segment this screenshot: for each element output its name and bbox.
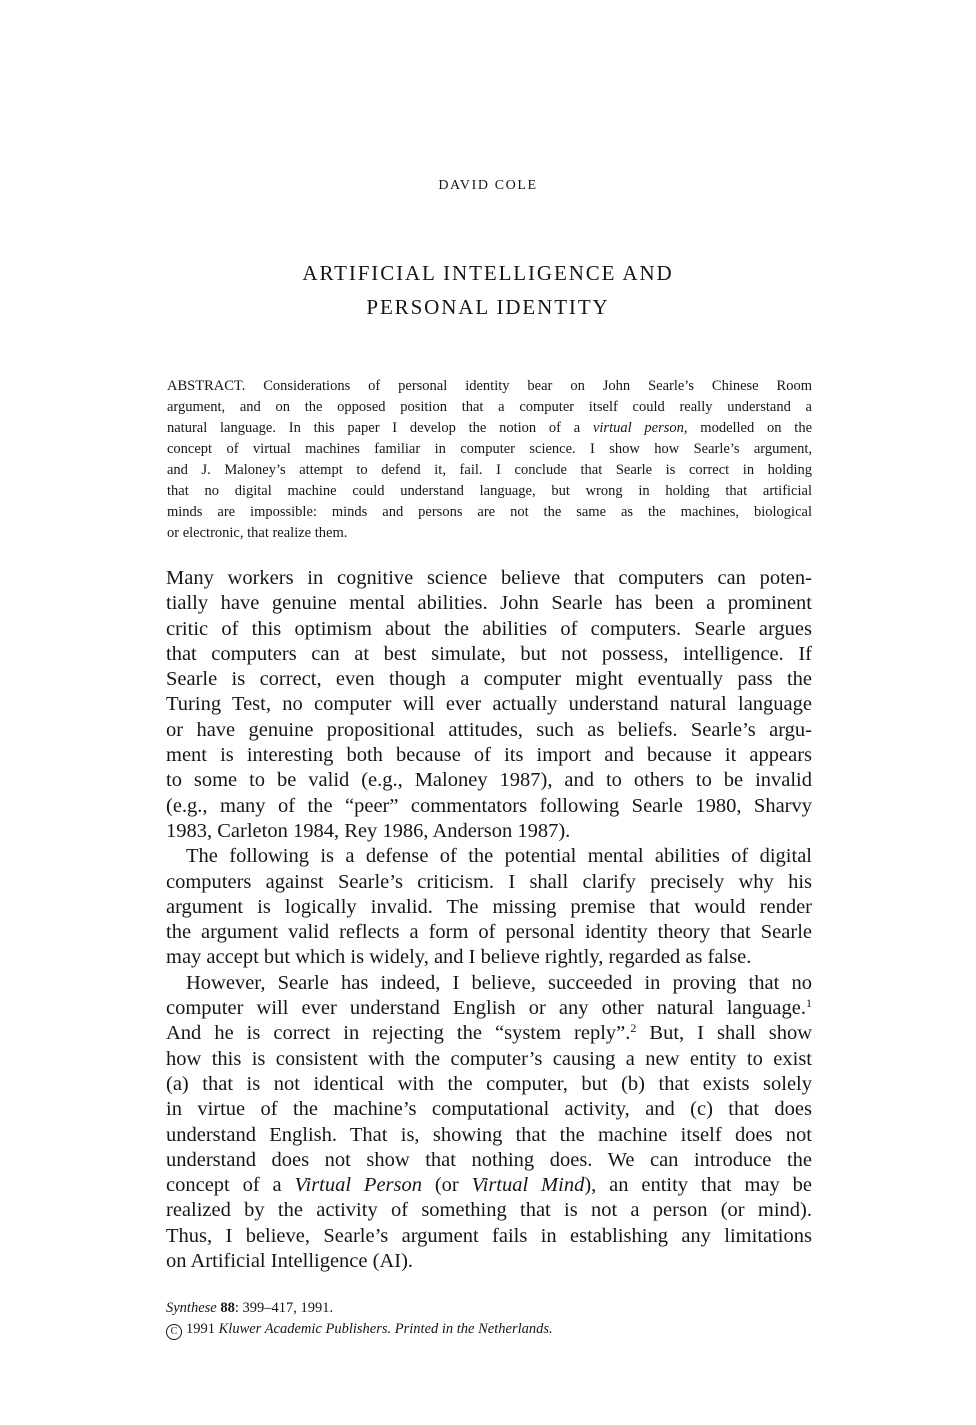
- footnote-marker[interactable]: 2: [630, 1021, 637, 1036]
- body-text-span: (or: [422, 1174, 472, 1197]
- body-text-span: computer will ever understand English or any other natural language.: [166, 997, 806, 1020]
- copyright-line: [166, 1319, 812, 1340]
- abstract-line: or electronic, that realize them.: [167, 525, 348, 541]
- abstract-line: minds are impossible: minds and persons are not the same as the machines, biological: [167, 504, 812, 520]
- body-line: or have genuine propositional attitudes, such as beliefs. Searle’s argu-: [166, 718, 812, 741]
- body-line: [166, 1173, 812, 1198]
- body-line: computers against Searle’s criticism. I shall clarify precisely why his: [166, 870, 812, 893]
- body-text-span: And he is correct in rejecting the “system reply”.: [166, 1022, 631, 1045]
- body-line: that computers can at best simulate, but not possess, intelligence. If: [166, 642, 812, 665]
- abstract-line: that no digital machine could understand language, but wrong in holding that artificial: [167, 483, 812, 499]
- title-line: PERSONAL IDENTITY: [366, 295, 610, 319]
- body-text-span: But, I shall show: [636, 1022, 812, 1045]
- italic-term: Virtual Person: [294, 1174, 422, 1197]
- abstract-line: concept of virtual machines familiar in computer science. I show how Searle’s argument,: [167, 441, 812, 457]
- copyright-year: 1991: [186, 1321, 215, 1337]
- body-line: (a) that is not identical with the computer, but (b) that exists solely: [166, 1072, 812, 1095]
- body-line: may accept but which is widely, and I believe rightly, regarded as false.: [166, 946, 752, 969]
- body-line: Many workers in cognitive science believe that computers can poten-: [166, 567, 812, 589]
- footnote-marker[interactable]: 1: [806, 996, 812, 1011]
- abstract-line: ABSTRACT. Considerations of personal identity bear on John Searle’s Chinese Room: [167, 378, 812, 394]
- body-line: tially have genuine mental abilities. John Searle has been a prominent: [166, 592, 812, 615]
- body-line: realized by the activity of something that is not a person (or mind).: [166, 1199, 812, 1222]
- body-line: Thus, I believe, Searle’s argument fails in establishing any limitations: [166, 1224, 812, 1247]
- body-line: to some to be valid (e.g., Maloney 1987), and to others to be invalid: [166, 769, 812, 792]
- journal-name: Synthese: [166, 1300, 217, 1316]
- copyright-icon: C: [166, 1324, 182, 1340]
- body-text: [166, 566, 812, 1274]
- author-name: DAVID COLE: [438, 178, 538, 193]
- citation-footer: [166, 1298, 812, 1340]
- body-line: on Artificial Intelligence (AI).: [166, 1250, 414, 1273]
- publisher-name: Kluwer Academic Publishers. Printed in the Netherlands.: [218, 1321, 553, 1337]
- italic-term: Virtual Mind: [471, 1174, 585, 1197]
- journal-volume: 88: [220, 1300, 235, 1316]
- abstract-line: and J. Maloney’s attempt to defend it, fail. I conclude that Searle is correct in holding: [167, 462, 812, 478]
- body-line: understand does not show that nothing does. We can introduce the: [166, 1148, 812, 1171]
- body-line: critic of this optimism about the abilities of computers. Searle argues: [166, 617, 812, 640]
- body-line: (e.g., many of the “peer” commentators following Searle 1980, Sharvy: [166, 794, 812, 817]
- body-line: ment is interesting both because of its import and because it appears: [166, 744, 812, 767]
- abstract-line: argument, and on the opposed position that a computer itself could really understand a: [167, 399, 812, 415]
- journal-citation: [166, 1298, 812, 1319]
- abstract-italic-term: virtual person: [592, 420, 684, 436]
- body-line: understand English. That is, showing that the machine itself does not: [166, 1123, 812, 1146]
- paper-title: [0, 256, 976, 324]
- body-line: [166, 996, 812, 1021]
- title-line: ARTIFICIAL INTELLIGENCE AND: [302, 261, 674, 285]
- abstract: [167, 376, 812, 544]
- body-text-span: ), an entity that may be: [584, 1174, 812, 1197]
- journal-pages: : 399–417, 1991.: [234, 1300, 334, 1316]
- abstract-text: , modelled on the: [683, 420, 813, 436]
- body-line: [166, 1021, 812, 1046]
- body-line: The following is a defense of the potential mental abilities of digital: [186, 845, 812, 868]
- body-text-span: concept of a: [166, 1174, 295, 1197]
- body-line: Turing Test, no computer will ever actually understand natural language: [166, 693, 812, 716]
- body-line: the argument valid reflects a form of personal identity theory that Searle: [166, 921, 812, 944]
- body-line: Searle is correct, even though a computer might eventually pass the: [166, 668, 812, 691]
- body-line: 1983, Carleton 1984, Rey 1986, Anderson 1987).: [166, 819, 571, 842]
- body-line: in virtue of the machine’s computational activity, and (c) that does: [166, 1098, 812, 1121]
- body-line: argument is logically invalid. The missing premise that would render: [166, 895, 812, 918]
- body-line: how this is consistent with the computer’s causing a new entity to exist: [166, 1047, 812, 1070]
- abstract-line: [167, 418, 812, 439]
- body-line: However, Searle has indeed, I believe, succeeded in proving that no: [186, 971, 812, 994]
- abstract-text: natural language. In this paper I develop the notion of a: [167, 420, 593, 436]
